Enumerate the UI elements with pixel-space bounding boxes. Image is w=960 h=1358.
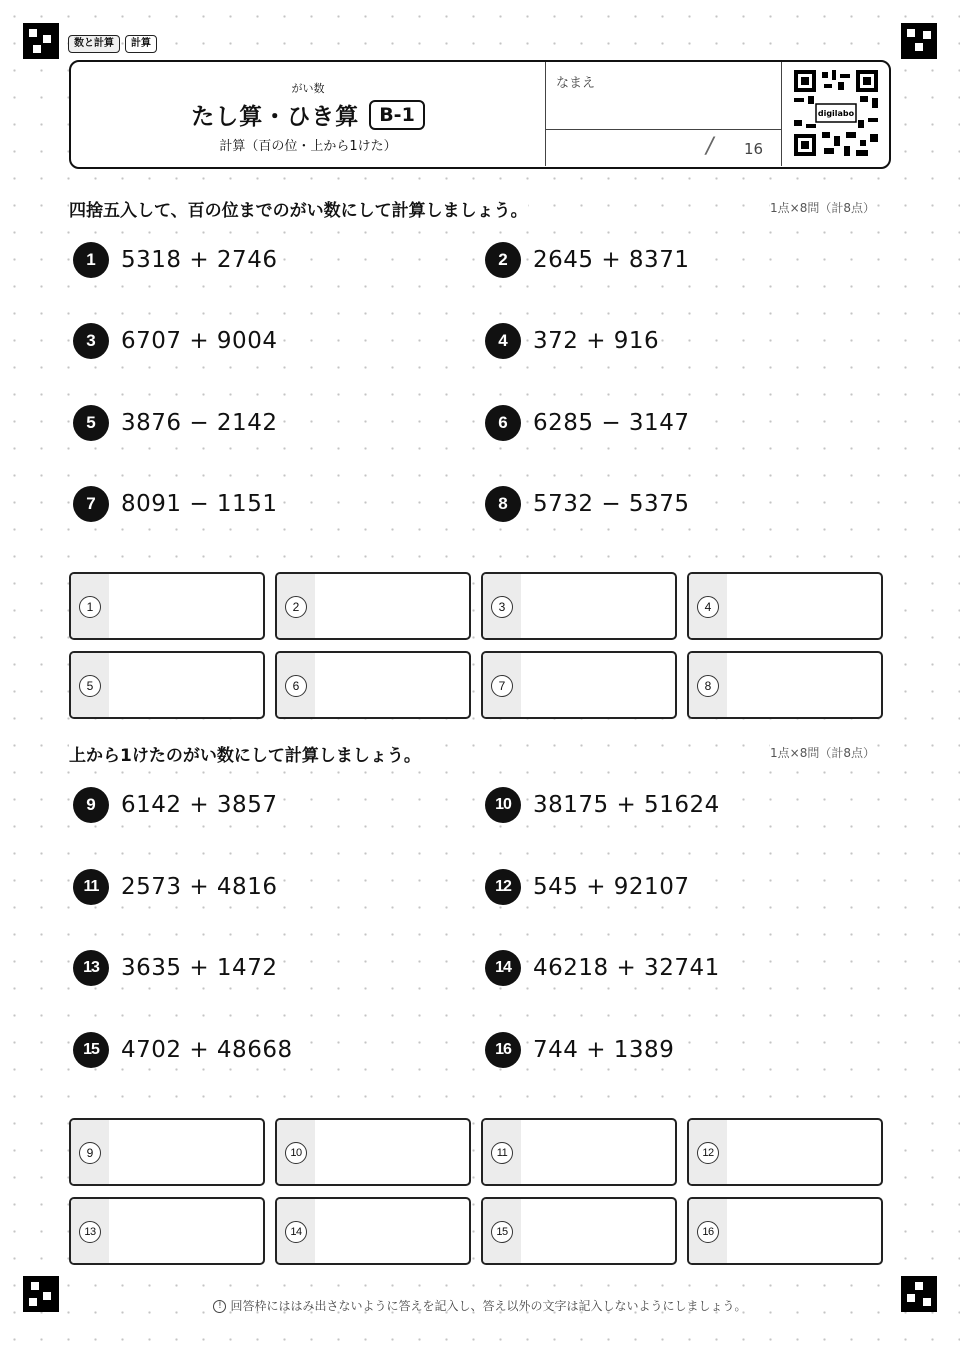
section-1-instruction: 四捨五入して、百の位までのがい数にして計算しましょう。 [69,196,528,221]
problem-2 [485,240,691,280]
qr-area [782,62,888,166]
score-field[interactable] [546,129,781,166]
problem-number-badge: 16 [485,1032,521,1068]
problem-number-badge: 7 [73,486,109,522]
page-title: たし算・ひき算 [191,104,360,130]
problem-expression: 372 + 916 [533,328,660,354]
title-area [71,62,545,166]
info-icon: ! [213,1300,226,1313]
section-2-points: 1点×8問（計8点） [770,746,875,760]
problem-9 [73,785,279,825]
answer-number-label: 6 [285,675,307,697]
section-2-instruction: 上から1けたのがい数にして計算しましょう。 [69,741,421,766]
answer-number-label: 13 [79,1221,101,1243]
worksheet-header [69,60,891,169]
problem-11 [73,867,279,907]
problem-number-badge: 5 [73,405,109,441]
answer-box-10[interactable] [275,1118,471,1186]
score-slash: / [706,134,714,159]
problem-1 [73,240,279,280]
corner-marker-top-right [901,23,937,59]
answer-box-9[interactable] [69,1118,265,1186]
problem-expression: 38175 + 51624 [533,792,720,818]
answer-box-12[interactable] [687,1118,883,1186]
answer-number-label: 8 [697,675,719,697]
answer-number-label: 5 [79,675,101,697]
problem-expression: 8091 − 1151 [121,491,278,517]
page-subtitle: 計算（百の位・上から1けた） [219,139,397,154]
answer-box-7[interactable] [481,651,677,719]
problem-expression: 744 + 1389 [533,1037,675,1063]
problem-number-badge: 11 [73,869,109,905]
problem-12 [485,867,691,907]
footer-note [0,1297,960,1314]
answer-box-1[interactable] [69,572,265,640]
answer-box-4[interactable] [687,572,883,640]
problem-6 [485,403,691,443]
answer-box-8[interactable] [687,651,883,719]
problem-number-badge: 4 [485,323,521,359]
problem-expression: 3876 − 2142 [121,410,278,436]
corner-marker-top-left [23,23,59,59]
qr-label: digilabo [817,109,855,118]
category-tag: 数と計算 [68,35,120,53]
problem-3 [73,321,279,361]
problem-expression: 5318 + 2746 [121,247,278,273]
problem-expression: 6707 + 9004 [121,328,278,354]
problem-number-badge: 14 [485,950,521,986]
problem-expression: 545 + 92107 [533,874,690,900]
problem-number-badge: 13 [73,950,109,986]
problem-number-badge: 1 [73,242,109,278]
qr-code-icon [794,70,878,156]
title-row [71,98,545,131]
answer-box-11[interactable] [481,1118,677,1186]
problem-expression: 2573 + 4816 [121,874,278,900]
problem-number-badge: 8 [485,486,521,522]
problem-number-badge: 9 [73,787,109,823]
answer-box-6[interactable] [275,651,471,719]
name-label: なまえ [556,76,596,91]
category-tags [68,35,157,53]
answer-number-label: 2 [285,596,307,618]
answer-number-label: 14 [285,1221,307,1243]
problem-13 [73,948,279,988]
answer-number-label: 12 [697,1142,719,1164]
answer-box-13[interactable] [69,1197,265,1265]
answer-number-label: 15 [491,1221,513,1243]
answer-box-3[interactable] [481,572,677,640]
problem-10 [485,785,722,825]
problem-number-badge: 2 [485,242,521,278]
problem-expression: 6285 − 3147 [533,410,690,436]
answer-box-16[interactable] [687,1197,883,1265]
answer-box-5[interactable] [69,651,265,719]
problem-number-badge: 3 [73,323,109,359]
problem-8 [485,484,691,524]
problem-15 [73,1030,295,1070]
problem-number-badge: 15 [73,1032,109,1068]
answer-number-label: 4 [697,596,719,618]
score-total: 16 [744,140,764,158]
worksheet-code: B-1 [369,100,425,130]
problem-number-badge: 6 [485,405,521,441]
problem-expression: 46218 + 32741 [533,955,720,981]
problem-7 [73,484,279,524]
problem-expression: 2645 + 8371 [533,247,690,273]
answer-number-label: 9 [79,1142,101,1164]
subcategory-tag: 計算 [125,35,157,53]
problem-number-badge: 12 [485,869,521,905]
title-ruby: がい数 [291,82,325,95]
answer-box-2[interactable] [275,572,471,640]
answer-number-label: 10 [285,1142,307,1164]
answer-box-14[interactable] [275,1197,471,1265]
problem-4 [485,321,661,361]
name-field[interactable] [545,62,782,166]
answer-number-label: 1 [79,596,101,618]
answer-box-15[interactable] [481,1197,677,1265]
problem-5 [73,403,279,443]
problem-expression: 5732 − 5375 [533,491,690,517]
problem-14 [485,948,722,988]
answer-number-label: 11 [491,1142,513,1164]
answer-number-label: 3 [491,596,513,618]
problem-expression: 6142 + 3857 [121,792,278,818]
problem-16 [485,1030,676,1070]
answer-number-label: 16 [697,1221,719,1243]
answer-number-label: 7 [491,675,513,697]
problem-number-badge: 10 [485,787,521,823]
problem-expression: 4702 + 48668 [121,1037,293,1063]
section-1-points: 1点×8問（計8点） [770,201,875,215]
problem-expression: 3635 + 1472 [121,955,278,981]
footer-text: 回答枠にははみ出さないように答えを記入し、答え以外の文字は記入しないようにしましょう。 [230,1299,747,1313]
